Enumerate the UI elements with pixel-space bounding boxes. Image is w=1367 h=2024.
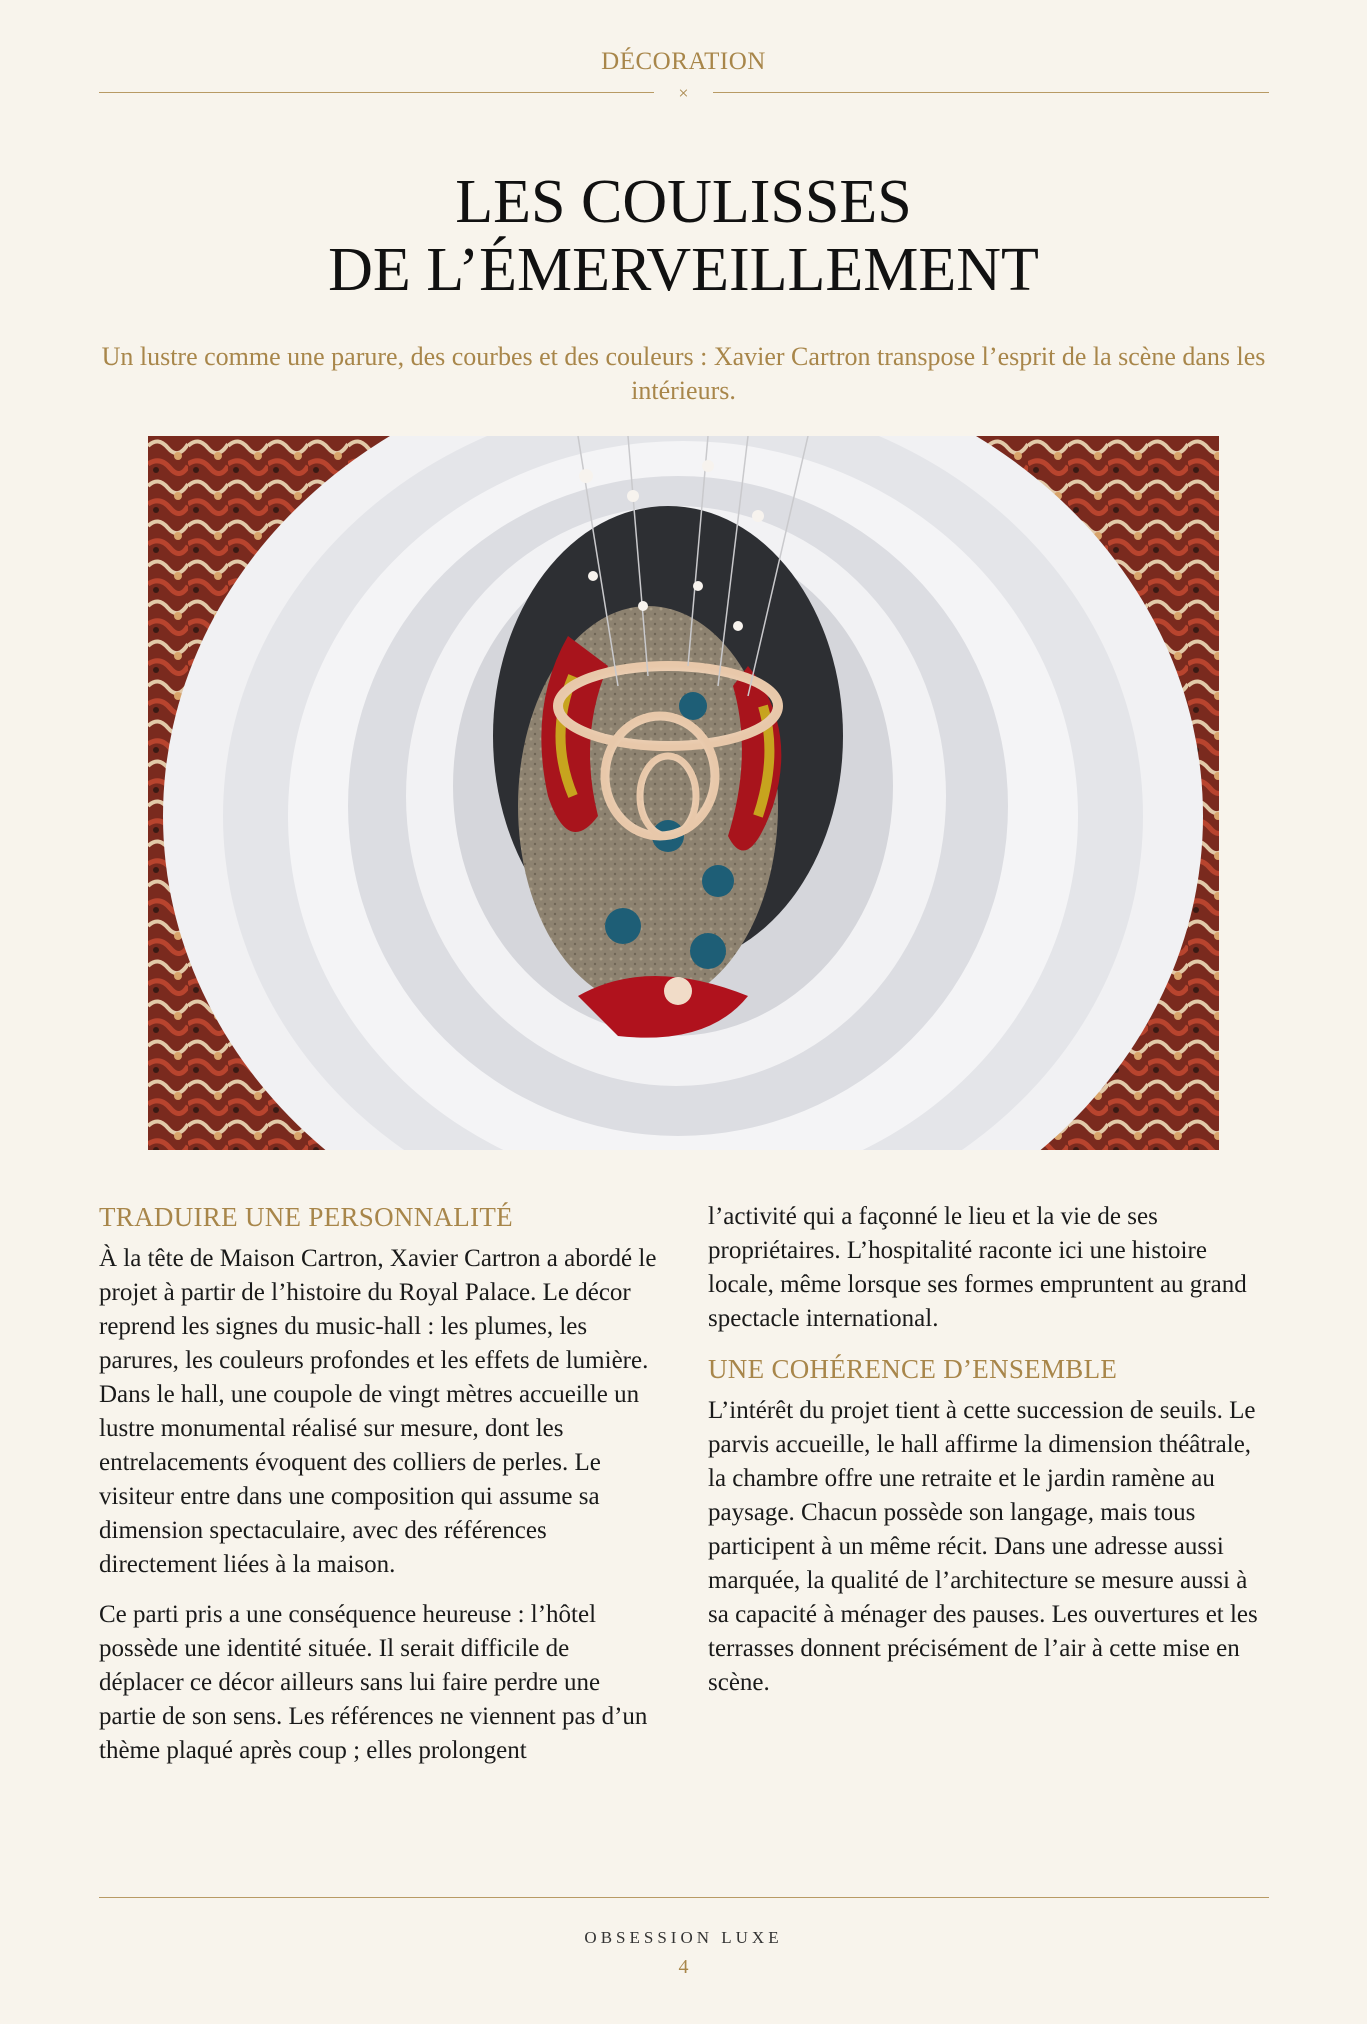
footer-rule <box>99 1897 1269 1898</box>
page-number: 4 <box>678 1956 689 1978</box>
body-paragraph-1: À la tête de Maison Cartron, Xavier Cartron a abordé le projet à partir de l’histoire du Royal Palace. Le décor reprend les signes du music-hall : les plumes, les parures, les couleurs profondes et les effets de lumière. Dans le hall, une coupole de vingt mètres accueille un lustre monumental réalisé sur mesure, dont les entrelacements évoquent des colliers de perles. Le visiteur entre dans une composition qui assume sa dimension spectaculaire, avec des références directement liées à la maison. <box>99 1245 657 1578</box>
article-title <box>0 168 1367 304</box>
atrium-chandelier-photo <box>148 436 1219 1150</box>
publication-name: OBSESSION LUXE <box>584 1928 783 1947</box>
section-kicker: DÉCORATION <box>601 48 766 75</box>
section-heading-personality: TRADUIRE UNE PERSONNALITÉ <box>99 1202 513 1232</box>
body-paragraph-2: Ce parti pris a une conséquence heureuse : l’hôtel possède une identité située. Il serait difficile de déplacer ce décor ailleurs sans lui faire perdre une partie de son sens. Les références ne viennent pas d’un thème plaqué après coup ; elles prolongent <box>99 1601 648 1764</box>
title-line-1: LES COULISSES <box>455 168 912 236</box>
title-line-2: DE L’ÉMERVEILLEMENT <box>328 236 1039 304</box>
article-column-left <box>99 1200 659 1784</box>
article-column-right <box>708 1200 1268 1716</box>
ornament-icon: × <box>678 83 689 103</box>
article-deck: Un lustre comme une parure, des courbes et des couleurs : Xavier Cartron transpose l’esprit de la scène dans les intérieurs. <box>101 342 1266 405</box>
body-paragraph-continued: l’activité qui a façonné le lieu et la vie de ses propriétaires. L’hospitalité raconte ici une histoire locale, même lorsque ses formes empruntent au grand spectacle international. <box>708 1203 1247 1332</box>
section-heading-coherence: UNE COHÉRENCE D’ENSEMBLE <box>708 1354 1118 1384</box>
body-paragraph-3: L’intérêt du projet tient à cette succession de seuils. Le parvis accueille, le hall affirme la dimension théâtrale, la chambre offre une retraite et le jardin ramène au paysage. Chacun possède son langage, mais tous participent à un même récit. Dans une adresse aussi marquée, la qualité de l’architecture se mesure aussi à sa capacité à ménager des pauses. Les ouvertures et les terrasses donnent précisément de l’air à cette mise en scène. <box>708 1397 1258 1696</box>
